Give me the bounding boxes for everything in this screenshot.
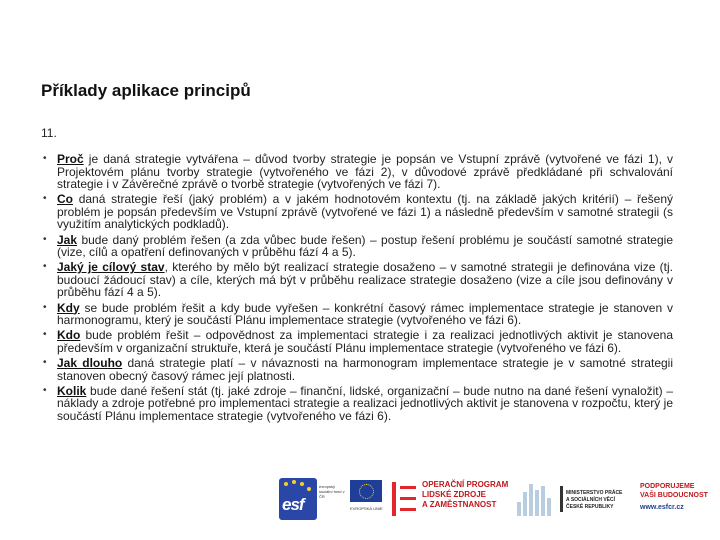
bullet-keyword: Kdo (57, 328, 81, 343)
dots-column (517, 502, 521, 516)
mpsv-line: MINISTERSTVO PRÁCE (566, 490, 623, 496)
op-bar (400, 497, 416, 500)
support-line: PODPORUJEME (640, 483, 695, 490)
bullet-keyword: Jak dlouho (57, 355, 123, 370)
bullet-text: daná strategie řeší (jaký problém) a v jakém hodnotovém kontextu (tj. na základě jakých kritérií) – řešený problém je popsán především ve Vstupní zprávě (vytvořené ve fázi 1) a následně především v samotné strategii (s využitím analytických podkladů). (57, 192, 673, 232)
bullet-text: bude daný problém řešen (a zda vůbec bude řešen) – postup řešení problému je součástí samotné strategie (vize, cílů a opatření definovaných v průběhu fází 4 a 5). (57, 232, 673, 260)
bullet-kolik (43, 385, 673, 423)
bullet-text: , kterého by mělo být realizací strategie dosaženo – v samotné strategii je definována vize (tj. budoucí žádoucí stav) a cíle, kterých má být v průběhu realizace strategie dosaženo (vize a cíle jsou definovány v průběhu fází 4 a 5). (57, 260, 673, 300)
support-url[interactable]: www.esfcr.cz (640, 504, 684, 511)
support-logo (640, 482, 720, 518)
op-bar (400, 486, 416, 489)
esf-wordmark: esf (282, 495, 304, 514)
eu-caption: EVROPSKÁ UNIE (350, 506, 383, 511)
mpsv-line: A SOCIÁLNÍCH VĚCÍ (566, 497, 615, 503)
star-icon (300, 482, 304, 486)
bullet-keyword: Jak (57, 232, 78, 247)
dots-column (541, 486, 545, 516)
bullet-co (43, 193, 673, 231)
bullet-jak-dlouho (43, 357, 673, 382)
support-line: VAŠI BUDOUCNOST (640, 492, 708, 499)
op-mark-icon (392, 482, 420, 516)
bullet-keyword: Co (57, 192, 73, 207)
mpsv-text (566, 490, 622, 511)
dots-column (523, 492, 527, 516)
op-bar (400, 508, 416, 511)
mpsv-line: ČESKÉ REPUBLIKY (566, 504, 614, 510)
dots-column (529, 484, 533, 516)
dots-column (547, 498, 551, 516)
bullet-text: je daná strategie vytvářena – důvod tvorby strategie je popsán ve Vstupní zprávě (vytvořené ve fázi 1), v Projektovém plánu tvorby strategie (vytvořeného ve fázi 2), v důvodové zprávě předkládané při schvalování strategie i v Závěrečné zprávě o tvorbě strategie (vytvořených ve fázi 7). (57, 152, 673, 192)
principles-list (43, 153, 673, 425)
eu-stars-ring (359, 484, 374, 499)
dots-graphic-icon (517, 482, 557, 516)
star-icon (284, 482, 288, 486)
esf-logo (279, 476, 383, 522)
esf-mark-icon (279, 478, 317, 520)
op-line: A ZAMĚSTNANOST (422, 500, 497, 509)
bullet-jak (43, 234, 673, 259)
mpsv-logo (560, 486, 636, 516)
op-text (422, 480, 512, 510)
bullet-keyword: Kdy (57, 300, 80, 315)
bullet-cilovy-stav (43, 261, 673, 299)
support-text (640, 482, 708, 500)
bullet-keyword: Proč (57, 152, 84, 166)
footer-logos (0, 476, 720, 540)
bullet-text: bude problém řešit – odpovědnost za implementaci strategie i za realizaci jednotlivých aktivit je stanovena především v organizační struktuře, která je součástí Plánu implementace strategie (vytvořeného ve fázi 6). (57, 328, 673, 355)
slide-title: Příklady aplikace principů (41, 81, 251, 100)
bullet-kdo (43, 329, 673, 354)
dots-column (535, 490, 539, 516)
bullet-proc (43, 153, 673, 191)
bullet-text: se bude problém řešit a kdy bude vyřešen – konkrétní časový rámec implementace strategie je stanoven v harmonogramu, který je součástí Plánu implementace strategie (vytvořeného ve fázi 6). (57, 300, 673, 328)
bullet-keyword: Jaký je cílový stav (57, 260, 165, 275)
star-icon (307, 487, 311, 491)
op-line: LIDSKÉ ZDROJE (422, 490, 487, 499)
section-number: 11. (41, 126, 57, 140)
esf-caption: evropský sociální fond v ČR (319, 484, 345, 499)
bullet-text: daná strategie platí – v návaznosti na harmonogram implementace strategie je v samotné strategii stanoven obecný časový rámec její platnosti. (57, 355, 673, 383)
op-line: OPERAČNÍ PROGRAM (422, 480, 509, 489)
bullet-text: bude dané řešení stát (tj. jaké zdroje – finanční, lidské, organizační – bude nutno na dané řešení vynaložit) – náklady a zdroje potřebné pro implementaci strategie a realizaci jednotlivých aktivit je stanovena v rozpočtu, který je součástí Plánu implementace strategie (vytvořeného ve fázi 6). (57, 383, 673, 423)
eu-flag-icon (350, 480, 382, 502)
bullet-keyword: Kolik (57, 383, 87, 398)
mpsv-mark-icon (560, 486, 563, 512)
star-icon (292, 480, 296, 484)
op-lzz-logo (392, 480, 510, 520)
bullet-kdy (43, 302, 673, 327)
